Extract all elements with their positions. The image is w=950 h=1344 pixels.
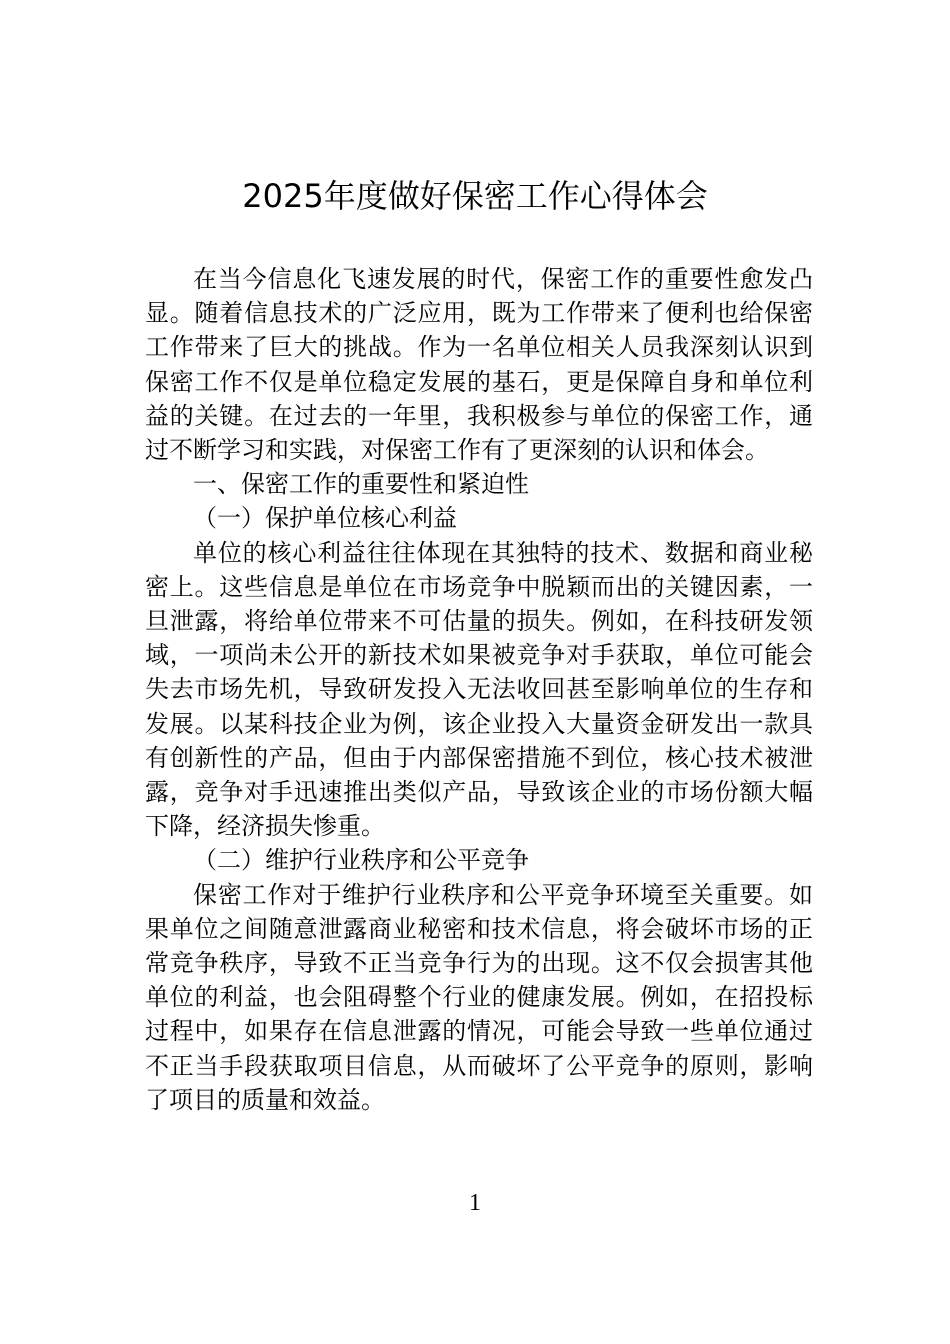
subsection-heading-2: （二）维护行业秩序和公平竞争 — [193, 846, 529, 875]
section-heading-1: 一、保密工作的重要性和紧迫性 — [193, 470, 529, 499]
document-title: 2025年度做好保密工作心得体会 — [242, 177, 708, 215]
subsection-heading-1: （一）保护单位核心利益 — [193, 504, 457, 533]
subsection-paragraph-1: 单位的核心利益往往体现在其独特的技术、数据和商业秘密上。这些信息是单位在市场竞争中脱颖而出的关键因素，一旦泄露，将给单位带来不可估量的损失。例如，在科技研发领域，一项尚未公开的新技术如果被竞争对手获取，单位可能会失去市场先机，导致研发投入无法收回甚至影响单位的生存和发展。以某科技企业为例，该企业投入大量资金研发出一款具有创新性的产品，但由于内部保密措施不到位，核心技术被泄露，竞争对手迅速推出类似产品，导致该企业的市场份额大幅下降，经济损失惨重。 — [145, 538, 813, 841]
document-body — [145, 262, 813, 1117]
intro-paragraph: 在当今信息化飞速发展的时代，保密工作的重要性愈发凸显。随着信息技术的广泛应用，既为工作带来了便利也给保密工作带来了巨大的挑战。作为一名单位相关人员我深刻认识到保密工作不仅是单位稳定发展的基石，更是保障自身和单位利益的关键。在过去的一年里，我积极参与单位的保密工作，通过不断学习和实践，对保密工作有了更深刻的认识和体会。 — [145, 265, 813, 465]
subsection-paragraph-2: 保密工作对于维护行业秩序和公平竞争环境至关重要。如果单位之间随意泄露商业秘密和技术信息，将会破坏市场的正常竞争秩序，导致不正当竞争行为的出现。这不仅会损害其他单位的利益，也会阻碍整个行业的健康发展。例如，在招投标过程中，如果存在信息泄露的情况，可能会导致一些单位通过不正当手段获取项目信息，从而破坏了公平竞争的原则，影响了项目的质量和效益。 — [145, 880, 813, 1114]
page-number: 1 — [469, 1190, 481, 1216]
